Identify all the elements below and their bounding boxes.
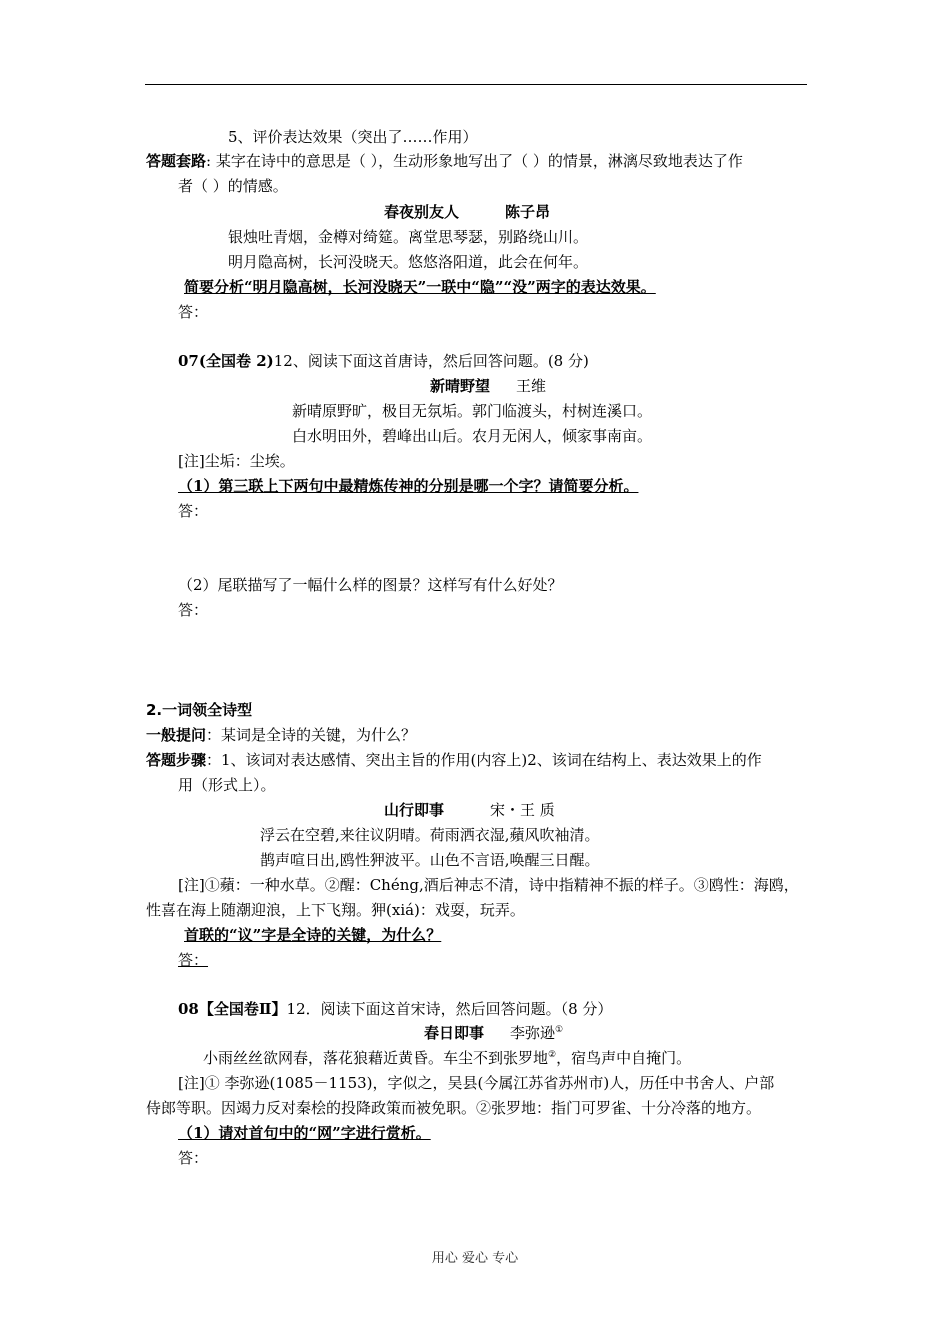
answer-prompt: 答： [178, 303, 209, 321]
poem-author: 李弥逊 [510, 1024, 556, 1042]
poem-author: 王维 [516, 377, 547, 395]
poem-heading-4 [424, 1022, 563, 1044]
general-question-label: 一般提问 [146, 726, 207, 744]
answer-prompt: 答： [178, 502, 209, 520]
poem-heading-1 [384, 201, 550, 223]
answer-prompt: 答： [178, 951, 209, 969]
footnote-mark: ② [548, 1050, 557, 1060]
answer-method-label: 答题套路 [146, 152, 207, 170]
question: 首联的“议”字是全诗的关键，为什么？ [184, 926, 442, 944]
intro-text: 12．阅读下面这首宋诗，然后回答问题。（8 分） [286, 1000, 613, 1018]
exam-source: 08【全国卷Ⅱ】 [178, 1000, 287, 1018]
intro-text: 12、阅读下面这首唐诗，然后回答问题。(8 分) [273, 352, 589, 370]
poem-title: 春夜别友人 [384, 203, 460, 221]
note-cont: 性喜在海上随潮迎浪，上下飞翔。狎(xiá)：戏耍，玩弄。 [146, 901, 525, 919]
question-2: （2）尾联描写了一幅什么样的图景？这样写有什么好处？ [178, 576, 563, 594]
poem-line: 鹊声喧日出,鸥性狎波平。山色不言语,唤醒三日醒。 [260, 851, 600, 869]
answer-method-text: : 某字在诗中的意思是（ ），生动形象地写出了（ ）的情景，淋漓尽致地表达了作 [206, 152, 743, 170]
exam-source: 07(全国卷 2) [178, 352, 274, 370]
page-footer: 用心 爱心 专心 [431, 1251, 519, 1266]
item-5: 5、评价表达效果（突出了……作用） [228, 128, 478, 146]
poem-line-a: 小雨丝丝欲网春，落花狼藉近黄昏。车尘不到张罗地 [203, 1049, 549, 1067]
answer-steps [146, 749, 762, 771]
poem-heading-2 [430, 375, 546, 397]
answer-method-cont: 者（ ）的情感。 [178, 177, 288, 195]
poem-author: 宋・王 质 [490, 801, 555, 819]
footnote-mark: ① [555, 1025, 564, 1035]
header-rule [145, 84, 807, 85]
poem-line: 浮云在空碧,来往议阴晴。荷雨洒衣湿,蘋风吹袖清。 [260, 826, 600, 844]
note: [注]① 李弥逊(1085－1153)，字似之，吴县(今属江苏省苏州市)人，历任中书舍人、户部 [178, 1074, 775, 1092]
answer-prompt: 答： [178, 601, 209, 619]
answer-steps-cont: 用（形式上）。 [178, 776, 276, 794]
general-question [146, 724, 416, 746]
answer-steps-text: ：1、该词对表达感情、突出主旨的作用(内容上)2、该词在结构上、表达效果上的作 [206, 751, 762, 769]
question-intro [178, 998, 612, 1020]
note-cont: 侍郎等职。因竭力反对秦桧的投降政策而被免职。②张罗地：指门可罗雀、十分冷落的地方。 [146, 1099, 762, 1117]
note: [注]①蘋：一种水草。②醒：Chéng,酒后神志不清，诗中指精神不振的样子。③鸥性：海鸥， [178, 876, 799, 894]
question-intro [178, 350, 589, 372]
answer-prompt: 答： [178, 1149, 209, 1167]
poem-title: 新晴野望 [430, 377, 491, 395]
general-question-text: ：某词是全诗的关键，为什么？ [206, 726, 417, 744]
section-heading: 2.一词领全诗型 [146, 701, 253, 719]
poem-title: 山行即事 [384, 801, 445, 819]
poem-heading-3 [384, 799, 555, 821]
poem-line-b: ，宿鸟声中自掩门。 [556, 1049, 692, 1067]
answer-steps-label: 答题步骤 [146, 751, 207, 769]
question-1: （1）请对首句中的“网”字进行赏析。 [178, 1124, 431, 1142]
question: 简要分析“明月隐高树，长河没晓天”一联中“隐”“没”两字的表达效果。 [184, 278, 656, 296]
poem-line: 新晴原野旷，极目无氛垢。郭门临渡头，村树连溪口。 [292, 402, 653, 420]
poem-author: 陈子昂 [505, 203, 551, 221]
poem-title: 春日即事 [424, 1024, 485, 1042]
poem-line: 白水明田外，碧峰出山后。农月无闲人，倾家事南亩。 [292, 427, 653, 445]
answer-method [146, 150, 743, 172]
poem-line [203, 1047, 691, 1069]
note: [注]尘垢：尘埃。 [178, 452, 295, 470]
question-1: （1）第三联上下两句中最精炼传神的分别是哪一个字？请简要分析。 [178, 477, 639, 495]
poem-line: 银烛吐青烟，金樽对绮筵。离堂思琴瑟，别路绕山川。 [228, 228, 589, 246]
poem-line: 明月隐高树，长河没晓天。悠悠洛阳道，此会在何年。 [228, 253, 589, 271]
